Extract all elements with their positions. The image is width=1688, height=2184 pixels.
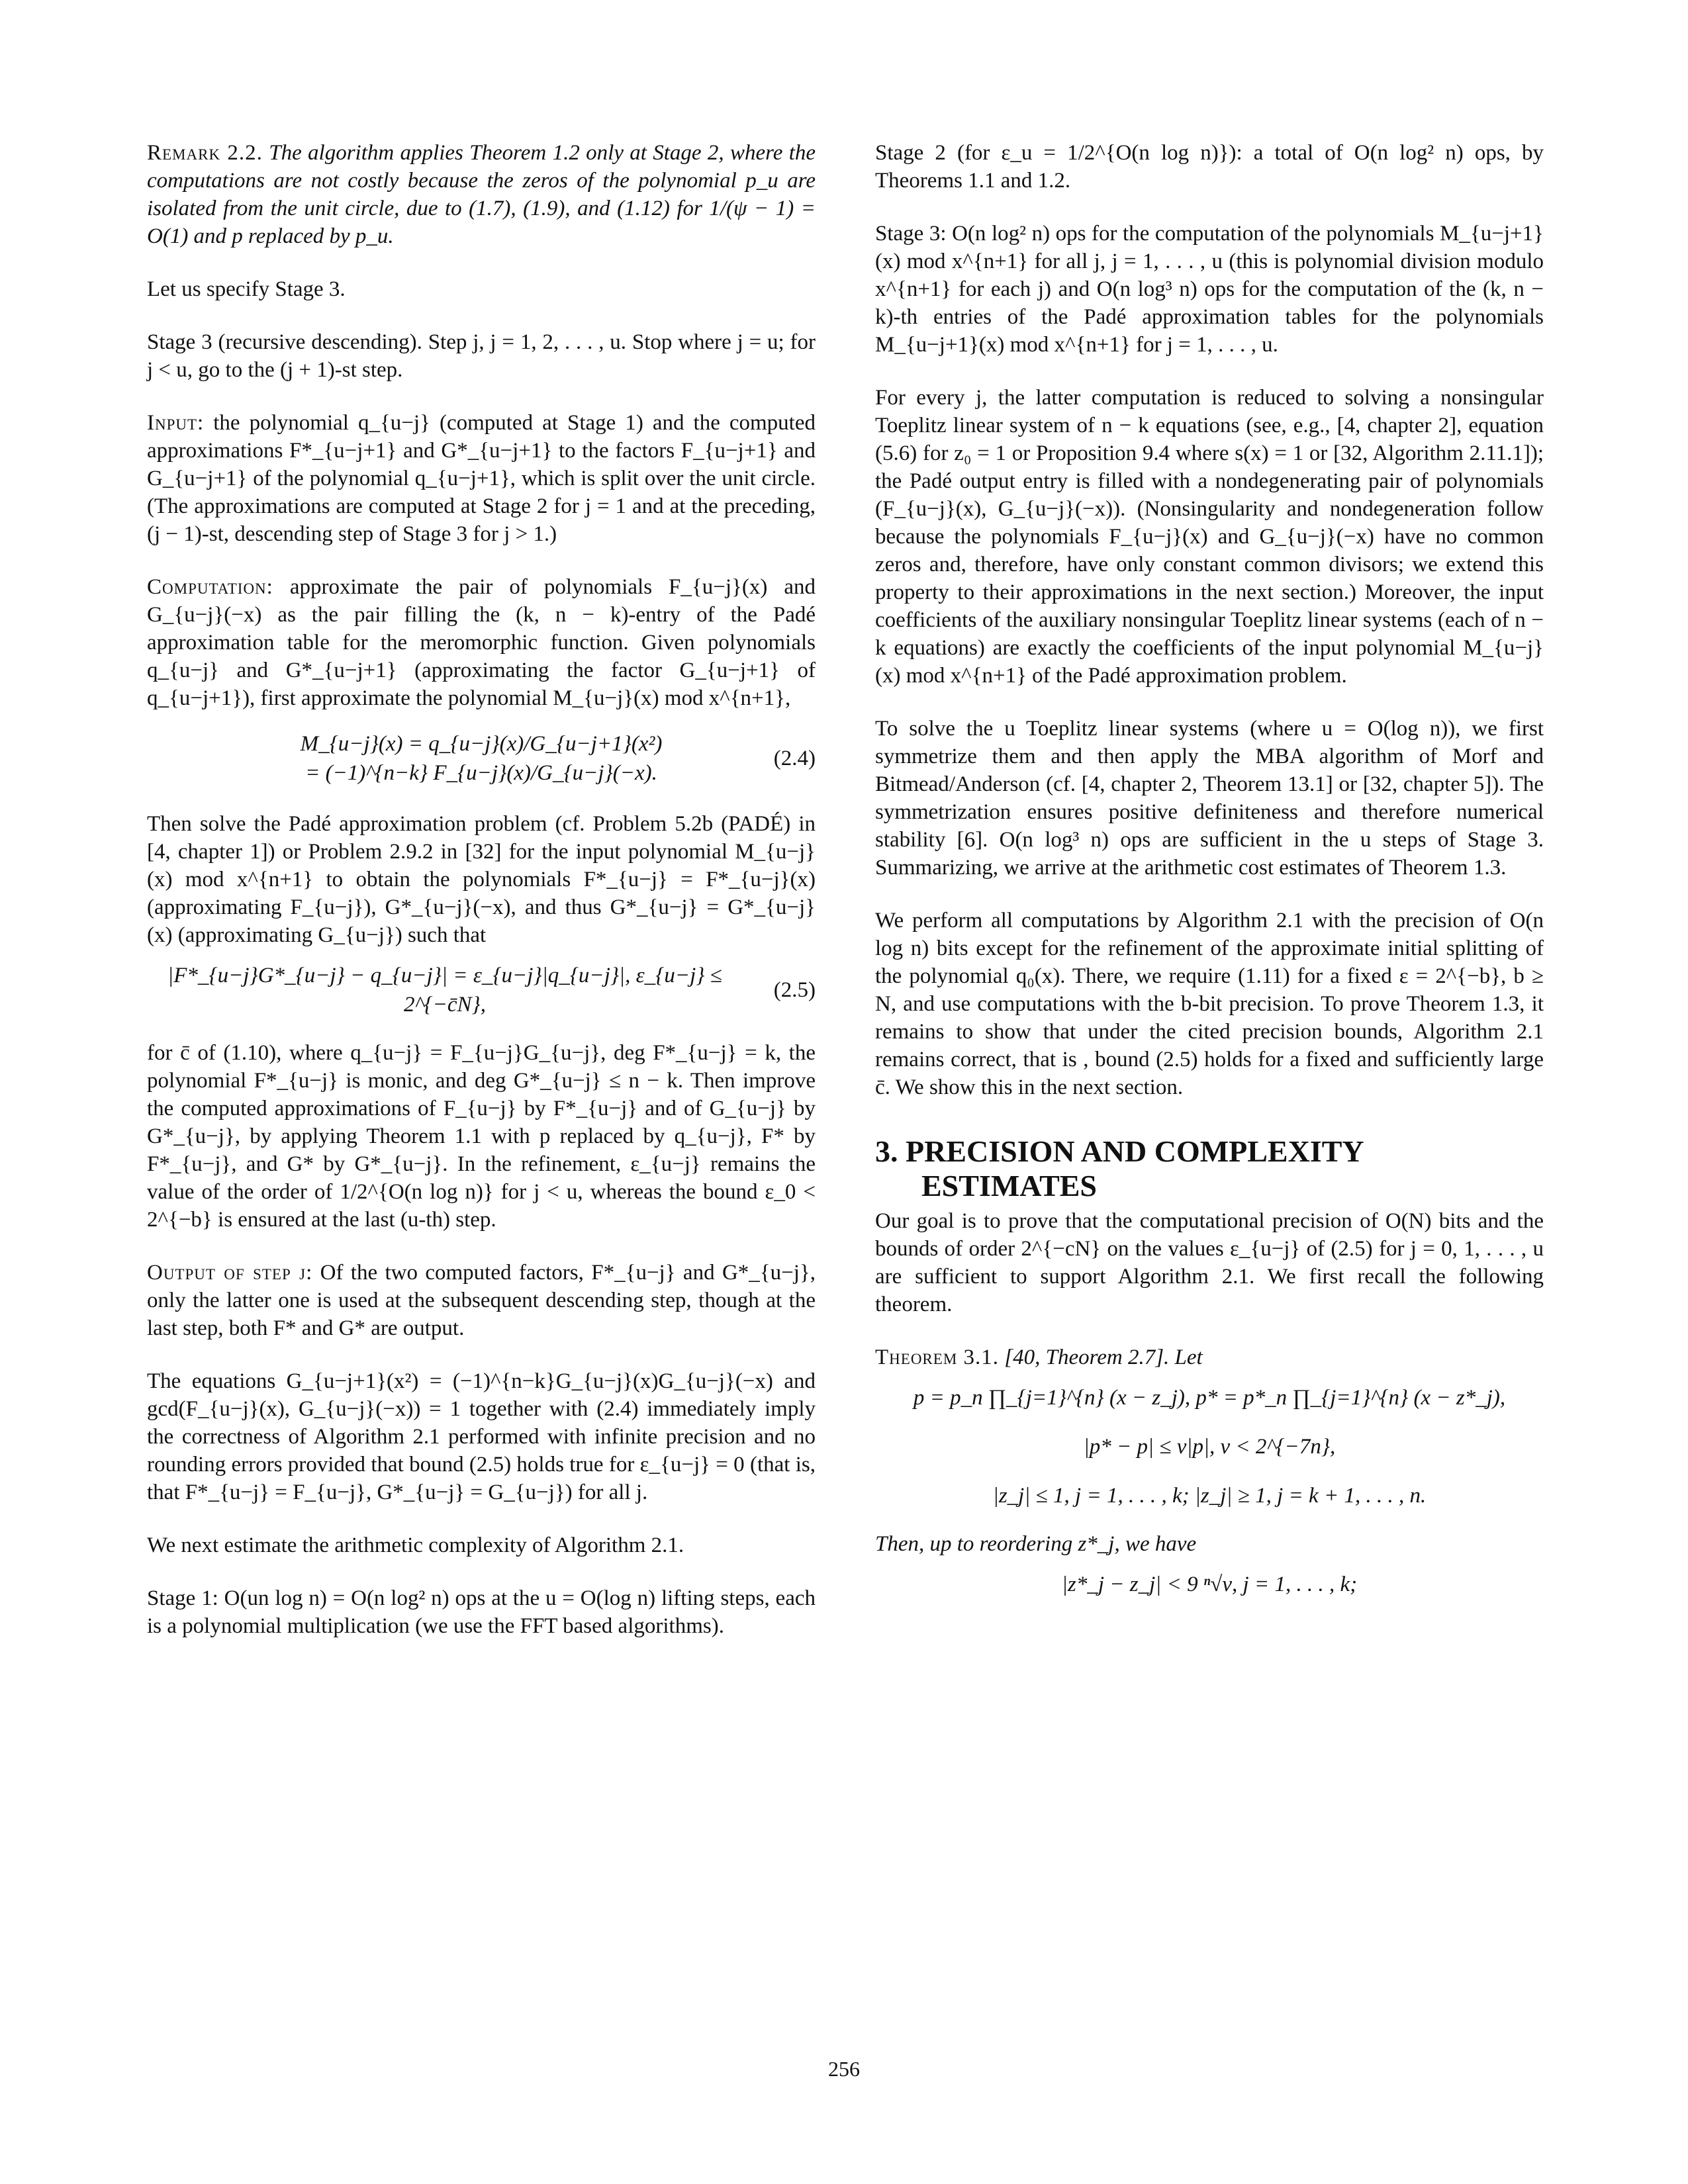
output-paragraph: [147, 1259, 816, 1342]
equation-2-5: [147, 961, 816, 1019]
page-number: 256: [828, 2057, 860, 2081]
theorem-heading: Theorem 3.1.: [875, 1345, 1000, 1369]
output-heading: Output of step j:: [147, 1261, 313, 1285]
input-text: the polynomial q_{u−j} (computed at Stage 1) and the computed approximations F*_{u−j+1} and G*_{u−j+1} to the factors F_{u−j+1} and G_{u−j+1} of the polynomial q_{u−j+1}, which is split over the unit circle. (The approximations are computed at Stage 2 for j = 1 and at the preceding, (j − 1)-st, descending step of Stage 3 for j > 1.): [147, 411, 816, 546]
remark-heading: Remark 2.2.: [147, 141, 263, 165]
right-column: [875, 139, 1544, 1619]
specify-paragraph: Let us specify Stage 3.: [147, 277, 346, 301]
equation-2-4-line1: M_{u−j}(x) = q_{u−j}(x)/G_{u−j+1}(x²): [300, 732, 663, 756]
goal-paragraph: Our goal is to prove that the computational precision of O(N) bits and the bounds of order 2^{−cN} on the values ε_{u−j} of (2.5) for j = 0, 1, . . . , u are sufficient to support Algorithm 2.1. We first recall the following theorem.: [875, 1209, 1544, 1316]
equations-paragraph: The equations G_{u−j+1}(x²) = (−1)^{n−k}G_{u−j}(x)G_{u−j}(−x) and gcd(F_{u−j}(x), G_{u−j}(−x)) = 1 together with (2.4) immediately imply the correctness of Algorithm 2.1 performed with infinite precision and no rounding errors provided that bound (2.5) holds true for ε_{u−j} = 0 (that is, that F*_{u−j} = F_{u−j}, G*_{u−j} = G_{u−j}) for all j.: [147, 1369, 816, 1504]
section-number: 3.: [875, 1134, 898, 1168]
theorem-equation-4: |z*_j − z_j| < 9 ⁿ√ν, j = 1, . . . , k;: [1061, 1572, 1358, 1596]
then-text: Then, up to reordering z*_j, we have: [875, 1532, 1197, 1556]
theorem-equation-3: |z_j| ≤ 1, j = 1, . . . , k; |z_j| ≥ 1, j = k + 1, . . . , n.: [992, 1484, 1427, 1508]
left-column: [147, 139, 816, 1665]
stage2-paragraph: Stage 2 (for ε_u = 1/2^{O(n log n)}): a total of O(n log² n) ops, by Theorems 1.1 and 1.2.: [875, 141, 1544, 193]
precision-paragraph: We perform all computations by Algorithm 2.1 with the precision of O(n log n) bits except for the refinement of the approximate initial splitting of the polynomial q₀(x). There, we require (1.11) for a fixed ε = 2^{−b}, b ≥ N, and use computations with the b-bit precision. To prove Theorem 1.3, it remains to show that under the cited precision bounds, Algorithm 2.1 remains correct, that is , bound (2.5) holds for a fixed and sufficiently large c̄. We show this in the next section.: [875, 909, 1544, 1099]
pade-paragraph: Then solve the Padé approximation problem (cf. Problem 5.2b (PADÉ) in [4, chapter 1]) or Problem 2.9.2 in [32] for the input polynomial M_{u−j}(x) mod x^{n+1} to obtain the polynomials F*_{u−j} = F*_{u−j}(x) (approximating F_{u−j}), G*_{u−j}(−x), and thus G*_{u−j} = G*_{u−j}(x) (approximating G_{u−j}) such that: [147, 812, 816, 947]
theorem-equation-1: p = p_n ∏_{j=1}^{n} (x − z_j), p* = p*_n ∏_{j=1}^{n} (x − z*_j),: [913, 1386, 1506, 1410]
remark-text: The algorithm applies Theorem 1.2 only at Stage 2, where the computations are not costly because the zeros of the polynomial p_u are isolated from the unit circle, due to (1.7), (1.9), and (1.12) for 1/(ψ − 1) = O(1) and p replaced by p_u.: [147, 141, 816, 248]
toeplitz-paragraph: To solve the u Toeplitz linear systems (where u = O(log n)), we first symmetrize them and then apply the MBA algorithm of Morf and Bitmead/Anderson (cf. [4, chapter 2, Theorem 13.1] or [32, chapter 5]). The symmetrization ensures positive definiteness and therefore numerical stability [6]. O(n log³ n) ops are sufficient in the u steps of Stage 3. Summarizing, we arrive at the arithmetic cost estimates of Theorem 1.3.: [875, 717, 1544, 880]
section-3-title: [875, 1134, 1544, 1203]
input-heading: Input:: [147, 411, 205, 435]
output-text: Of the two computed factors, F*_{u−j} and G*_{u−j}, only the latter one is used at the subsequent descending step, though at the last step, both F* and G* are output.: [147, 1261, 816, 1340]
equation-2-5-body: |F*_{u−j}G*_{u−j} − q_{u−j}| = ε_{u−j}|q_{u−j}|, ε_{u−j} ≤ 2^{−c̄N},: [167, 964, 722, 1017]
equation-2-4: [147, 729, 816, 788]
input-paragraph: [147, 409, 816, 548]
computation-paragraph: [147, 573, 816, 712]
stage3-paragraph: Stage 3 (recursive descending). Step j, j = 1, 2, . . . , u. Stop where j = u; for j < u, go to the (j + 1)-st step.: [147, 330, 816, 382]
estimate-paragraph: We next estimate the arithmetic complexity of Algorithm 2.1.: [147, 1533, 684, 1557]
equation-2-5-number: (2.5): [773, 978, 816, 1002]
refinement-paragraph: for c̄ of (1.10), where q_{u−j} = F_{u−j}G_{u−j}, deg F*_{u−j} = k, the polynomial F*_{u−j} is monic, and deg G*_{u−j} ≤ n − k. Then improve the computed approximations of F_{u−j} by F*_{u−j} and of G_{u−j} by G*_{u−j}, by applying Theorem 1.1 with p replaced by q_{u−j}, F* by F*_{u−j}, and G* by G*_{u−j}. In the refinement, ε_{u−j} remains the value of the order of 1/2^{O(n log n)} for j < u, whereas the bound ε_0 < 2^{−b} is ensured at the last (u-th) step.: [147, 1041, 816, 1232]
computation-text: approximate the pair of polynomials F_{u−j}(x) and G_{u−j}(−x) as the pair filling the (k, n − k)-entry of the Padé approximation table for the meromorphic function. Given polynomials q_{u−j} and G*_{u−j+1} (approximating the factor G_{u−j+1} of q_{u−j+1}), first approximate the polynomial M_{u−j}(x) mod x^{n+1},: [147, 575, 816, 710]
theorem-3-1: [875, 1343, 1544, 1371]
theorem-equation-2: |p* − p| ≤ ν|p|, ν < 2^{−7n},: [1083, 1435, 1336, 1459]
stage1-paragraph: Stage 1: O(un log n) = O(n log² n) ops at the u = O(log n) lifting steps, each is a polynomial multiplication (we use the FFT based algorithms).: [147, 1586, 816, 1638]
equation-2-4-number: (2.4): [773, 747, 816, 770]
remark-2-2: [147, 139, 816, 250]
computation-heading: Computation:: [147, 575, 273, 599]
equation-2-4-line2: = (−1)^{n−k} F_{u−j}(x)/G_{u−j}(−x).: [305, 761, 657, 785]
every-j-paragraph: For every j, the latter computation is reduced to solving a nonsingular Toeplitz linear system of n − k equations (see, e.g., [4, chapter 2], equation (5.6) for z₀ = 1 or Proposition 9.4 where s(x) = 1 or [32, Algorithm 2.11.1]); the Padé output entry is filled with a nondegenerating pair of polynomials (F_{u−j}(x), G_{u−j}(−x)). (Nonsingularity and nondegeneration follow because the polynomials F_{u−j}(x) and G_{u−j}(−x) have no common zeros and, therefore, have only constant common divisors; we extend this property to their approximations in the next section.) Moreover, the input coefficients of the auxiliary nonsingular Toeplitz linear systems (each of n − k equations) are exactly the coefficients of the input polynomial M_{u−j}(x) mod x^{n+1} of the Padé approximation problem.: [875, 386, 1544, 688]
section-title-text: PRECISION AND COMPLEXITY ESTIMATES: [906, 1134, 1363, 1203]
stage3-cost-paragraph: Stage 3: O(n log² n) ops for the computation of the polynomials M_{u−j+1}(x) mod x^{n+1} for all j, j = 1, . . . , u (this is polynomial division modulo x^{n+1} for each j) and O(n log³ n) ops for the computation of the (k, n − k)-th entries of the Padé approximation tables for the polynomials M_{u−j+1}(x) mod x^{n+1} for j = 1, . . . , u.: [875, 222, 1544, 357]
theorem-ref: [40, Theorem 2.7]. Let: [1004, 1345, 1203, 1369]
